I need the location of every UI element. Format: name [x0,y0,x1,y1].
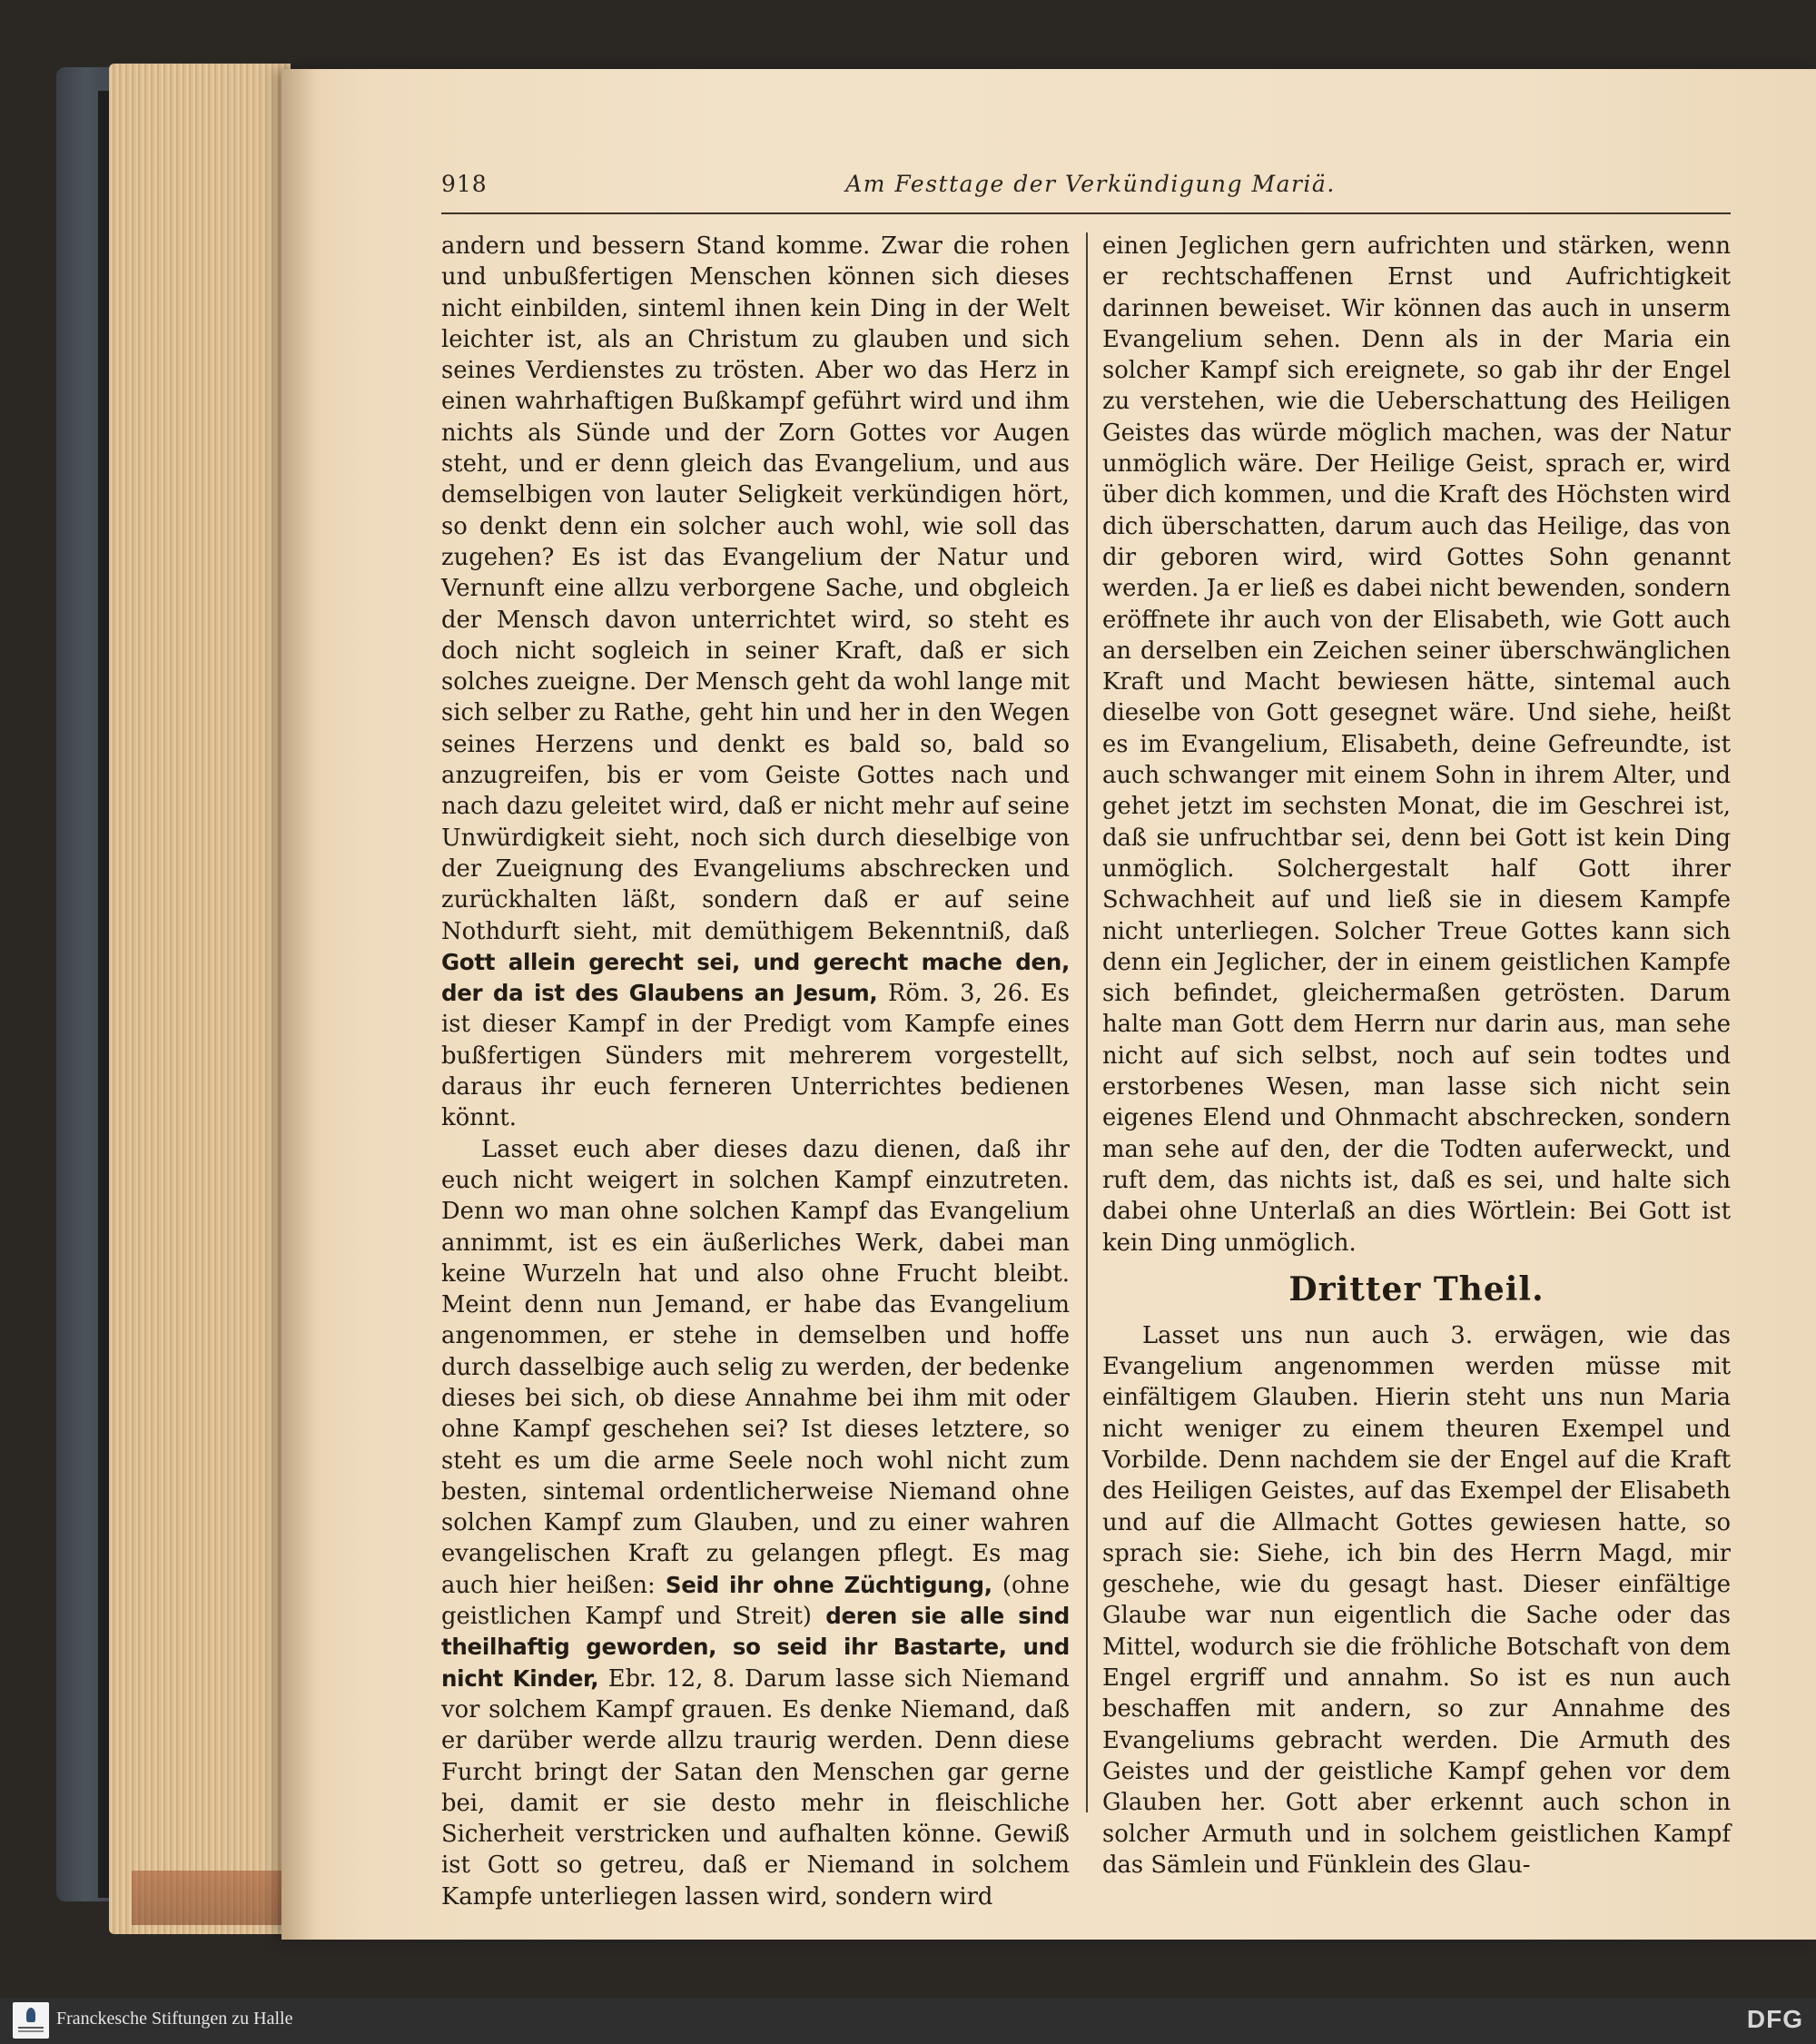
bold-quote: deren sie alle sind theilhaftig geworden, so seid ihr Bastarte, und nicht Kinder, [441,1603,1071,1692]
paragraph [441,1134,1070,1912]
paragraph: Lasset uns nun auch 3. erwägen, wie das Evangelium angenommen werden müsse mit einfältigem Glauben. Hierin steht uns nun Maria nicht weniger zu einem theuren Exempel und Vorbilde. Denn nachdem sie der Engel auf die Kraft des Heiligen Geistes, auf das Exempel der Elisabeth und auf die Allmacht Gottes gewiesen hatte, so sprach sie: Siehe, ich bin des Herrn Magd, mir geschehe, wie du gesagt hast. Dieser einfältige Glaube war nun eigentlich die Sache oder das Mittel, wodurch sie die fröhliche Botschaft von dem Engel ergriff und annahm. So ist es nun auch beschaffen mit andern, so zur Annahme des Evangeliums gebracht werden. Die Armuth des Geistes und der geistliche Kampf gehen vor dem Glauben her. Gott aber erkennt auch schon in solcher Armuth und in solchem geistlichen Kampf das Sämlein und Fünklein des Glau- [1102,1321,1731,1879]
bold-quote: Gott allein gerecht sei, und gerecht mache den, der da ist des Glaubens an Jesum, [441,948,1070,1007]
left-column [441,231,1070,1912]
text-run: Lasset euch aber dieses dazu dienen, daß ihr euch nicht weigert in solchen Kampf einzutreten. Denn wo man ohne solchen Kampf das Evangelium annimmt, ist es ein äußerliches Werk, dabei man keine Wurzeln hat und also ohne Frucht bleibt. Meint denn nun Jemand, er habe das Evangelium angenommen, er stehe in demselben und hoffe durch dasselbige auch selig zu werden, der bedenke dieses bei sich, ob diese Annahme bei ihm mit oder ohne Kampf geschehen sei? Ist dieses letztere, so steht es um die arme Seele noch wohl nicht zum besten, sintemal ordentlicherweise Niemand ohne solchen Kampf zum Glauben, und zu einer wahren evangelischen Kraft zu gelangen pflegt. Es mag auch hier heißen: [441,1135,1070,1599]
text-run: (ohne geistlichen Kampf und Streit) [441,1571,1071,1631]
running-title: Am Festtage der Verkündigung Mariä. [845,171,1336,197]
text-run: andern und bessern Stand komme. Zwar die rohen und unbußfertigen Menschen können sich dieses nicht einbilden, sinteml ihnen kein Ding in der Welt leichter ist, als an Christum zu glauben und sich seines Verdienstes zu trösten. Aber wo das Herz in einen wahrhaftigen Bußkampf geführt wird und ihm nichts als Sünde und der Zorn Gottes vor Augen steht, und er denn gleich das Evangelium, und aus demselbigen von lauter Seligkeit verkündigen hört, so denkt denn ein solcher auch wohl, wie soll das zugehen? Es ist das Evangelium der Natur und Vernunft eine allzu verborgene Sache, und obgleich der Mensch davon unterrichtet wird, so steht es doch nicht sogleich in seiner Kraft, daß er sich solches zueigne. Der Mensch geht da wohl lange mit sich selber zu Rathe, geht hin und her in den Wegen seines Herzens und denkt es bald so, bald so anzugreifen, bis er vom Geiste Gottes nach und nach dazu geleitet wird, daß er nicht mehr auf seine Unwürdigkeit sieht, noch sich durch dieselbige von der Zueignung des Evangeliums abschrecken und zurückhalten läßt, sondern daß er auf seine Nothdurft sieht, mit demüthigem Bekenntniß, daß [441,232,1070,945]
section-heading: Dritter Theil. [1288,1269,1545,1308]
dfg-logo[interactable]: DFG [1746,2005,1803,2033]
page-edges-red [132,1871,295,1925]
page-gutter [281,69,318,1940]
bold-quote: Seid ihr ohne Züchtigung, [665,1571,992,1598]
page-header [441,171,1731,207]
right-column [1102,231,1731,1881]
text-run: Ebr. 12, 8. Darum lasse sich Niemand vor solchem Kampf grauen. Es denke Niemand, daß er darüber werde allzu traurig werden. Denn diese Furcht bringt der Satan den Menschen gar gerne bei, damit er sie desto mehr in fleischliche Sicherheit verstricken und aufhalten könne. Gewiß ist Gott so getreu, daß er Niemand in solchem Kampfe unterliegen lassen wird, sondern wird [441,1664,1070,1911]
page-edges [109,64,291,1934]
paragraph: einen Jeglichen gern aufrichten und stärken, wenn er rechtschaffenen Ernst und Aufrichtigkeit darinnen beweiset. Wir können das auch in unserm Evangelium sehen. Denn als in der Maria ein solcher Kampf sich ereignete, so gab ihr der Engel zu verstehen, wie die Ueberschattung des Heiligen Geistes das würde möglich machen, was der Natur unmöglich wäre. Der Heilige Geist, sprach er, wird über dich kommen, und die Kraft des Höchsten wird dich überschatten, darum auch das Heilige, das von dir geboren wird, wird Gottes Sohn genannt werden. Ja er ließ es dabei nicht bewenden, sondern eröffnete ihr auch von der Elisabeth, wie Gott auch an derselben ein Zeichen seiner überschwänglichen Kraft und Macht bewiesen hätte, sintemal auch dieselbe von Gott gesegnet wäre. Und siehe, heißt es im Evangelium, Elisabeth, deine Gefreundte, ist auch schwanger mit einem Sohn in ihrem Alter, und gehet jetzt im sechsten Monat, die im Geschrei ist, daß sie unfruchtbar sei, denn bei Gott ist kein Ding unmöglich. Solchergestalt half Gott ihrer Schwachheit auf und ließ sie in diesem Kampfe nicht unterliegen. Solcher Treue Gottes kann sich denn ein Jeglicher, der in einem geistlichen Kampfe sich befindet, gleichermaßen getrösten. Darum halte man Gott dem Herrn nur darin aus, man sehe nicht auf sich selbst, noch auf sein todtes und erstorbenes Wesen, man lasse sich nicht sein eigenes Elend und Ohnmacht abschrecken, sondern man sehe auf den, der die Todten auferweckt, und ruft dem, das nichts ist, daß es sei, und halte sich dabei ohne Unterlaß an dies Wörtlein: Bei Gott ist kein Ding unmöglich. [1102,232,1731,1257]
paragraph [441,231,1070,1134]
institution-name[interactable]: Franckesche Stiftungen zu Halle [56,2009,293,2029]
viewer-footer [0,1998,1816,2044]
page-number: 918 [441,171,488,197]
column-divider [1086,232,1088,1812]
header-rule [441,212,1731,214]
institution-logo-icon[interactable] [13,2002,49,2039]
text-run: Röm. 3, 26. Es ist dieser Kampf in der Predigt vom Kampfe eines bußfertigen Sünders mit mehrerem vorgestellt, daraus ihr euch ferneren Unterrichtes bedienen könnt. [441,980,1070,1132]
